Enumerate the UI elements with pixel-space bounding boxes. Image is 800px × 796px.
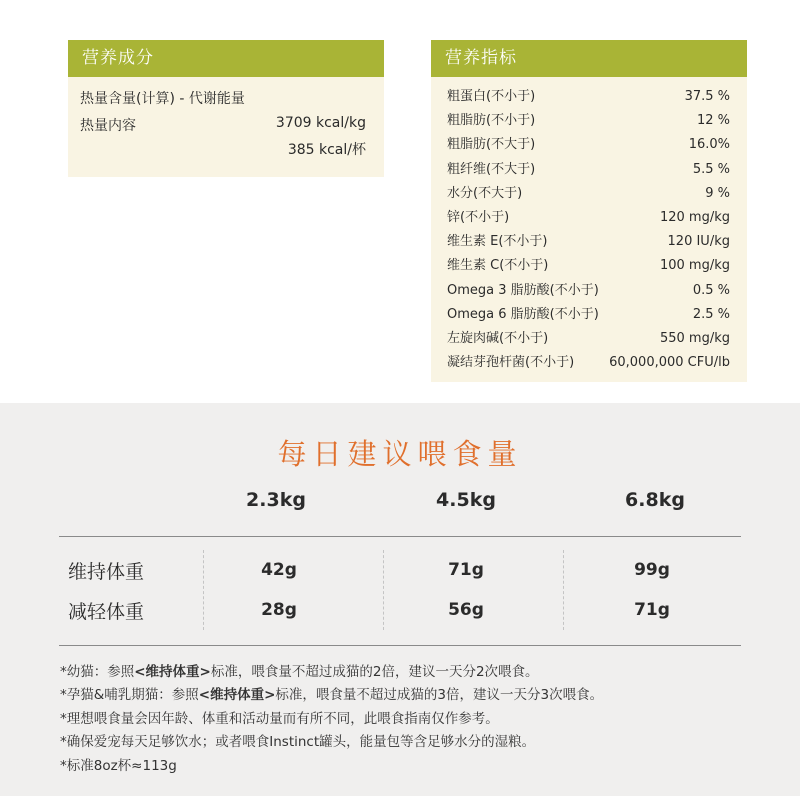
nutrition-panel <box>68 40 384 177</box>
indicator-value: 2.5 % <box>692 306 730 322</box>
energy-label: 热量内容 <box>80 118 136 134</box>
note-emphasis: <维持体重> <box>134 664 211 680</box>
indicator-row <box>447 351 730 375</box>
indicator-value: 550 mg/kg <box>659 330 730 346</box>
table-bottom-rule <box>59 645 741 646</box>
column-divider <box>383 550 384 630</box>
note-emphasis: <维持体重> <box>198 687 276 704</box>
note-text: 标准，喂食量不超过成猫的3倍，建议一天分3次喂食。 <box>275 687 604 704</box>
feeding-guide <box>0 403 800 796</box>
indicator-row <box>447 230 730 254</box>
indicator-value: 120 IU/kg <box>667 234 730 250</box>
indicator-value: 60,000,000 CFU/lb <box>609 355 730 371</box>
table-top-rule <box>59 536 741 537</box>
feed-cell: 99g <box>634 560 670 580</box>
row-label-lose: 减轻体重 <box>68 601 145 623</box>
note-item <box>60 708 603 731</box>
note-item <box>60 731 603 754</box>
note-text: *标准8oz杯≈113g <box>60 757 177 774</box>
feed-cell: 42g <box>261 560 297 580</box>
feeding-title: 每日建议喂食量 <box>277 437 523 471</box>
indicator-value: 5.5 % <box>692 161 730 177</box>
note-text: *确保爱宠每天足够饮水；或者喂食Instinct罐头，能量包等含足够水分的湿粮。 <box>60 734 536 751</box>
feed-cell: 56g <box>448 600 484 620</box>
note-text: 标准，喂食量不超过成猫的2倍，建议一天分2次喂食。 <box>210 664 539 680</box>
indicator-name: 凝结芽孢杆菌(不小于) <box>447 355 575 371</box>
energy-value-cup: 385 kcal/杯 <box>287 142 366 158</box>
indicators-list <box>447 85 730 375</box>
feed-cell: 28g <box>261 600 297 620</box>
indicator-row <box>447 182 730 206</box>
indicator-value: 37.5 % <box>684 89 730 104</box>
indicator-name: 粗纤维(不大于) <box>447 161 536 177</box>
indicator-name: 粗脂肪(不小于) <box>447 113 536 129</box>
indicator-value: 16.0% <box>688 137 730 153</box>
row-label-maintain: 维持体重 <box>68 561 145 583</box>
indicator-name: 维生素 E(不小于) <box>447 234 548 250</box>
indicator-row <box>447 85 730 109</box>
weight-header: 4.5kg <box>436 489 496 511</box>
note-text: *理想喂食量会因年龄、体重和活动量而有所不同，此喂食指南仅作参考。 <box>60 710 499 727</box>
indicator-name: 维生素 C(不小于) <box>447 258 549 274</box>
energy-title: 热量含量(计算) - 代谢能量 <box>80 91 245 107</box>
indicator-row <box>447 109 730 133</box>
note-text: *幼猫：参照 <box>60 664 135 680</box>
indicator-value: 12 % <box>696 113 730 129</box>
indicator-row <box>447 158 730 182</box>
indicators-header: 营养指标 <box>431 40 747 77</box>
indicator-row <box>447 133 730 157</box>
indicator-name: 水分(不大于) <box>447 185 523 201</box>
indicator-name: Omega 6 脂肪酸(不小于) <box>447 306 599 322</box>
indicator-row <box>447 327 730 351</box>
indicator-row <box>447 206 730 230</box>
indicator-value: 9 % <box>705 185 730 201</box>
indicator-row <box>447 279 730 303</box>
indicator-row <box>447 254 730 278</box>
weight-header: 6.8kg <box>625 489 685 511</box>
feed-cell: 71g <box>448 560 484 580</box>
indicator-name: 粗脂肪(不大于) <box>447 137 536 153</box>
note-text: *孕猫&哺乳期猫：参照 <box>60 687 199 704</box>
note-item <box>60 755 603 778</box>
indicator-name: 锌(不小于) <box>447 209 510 225</box>
indicator-name: Omega 3 脂肪酸(不小于) <box>447 282 599 298</box>
feed-cell: 71g <box>634 600 670 620</box>
energy-value-kg: 3709 kcal/kg <box>275 115 366 131</box>
feeding-notes <box>60 661 603 778</box>
note-item <box>60 684 603 707</box>
column-divider <box>563 550 564 630</box>
note-item <box>60 661 603 684</box>
nutrition-header: 营养成分 <box>68 40 384 77</box>
weight-header: 2.3kg <box>246 489 306 511</box>
indicators-panel <box>431 40 747 382</box>
indicator-row <box>447 303 730 327</box>
indicator-name: 粗蛋白(不小于) <box>447 89 536 104</box>
indicator-name: 左旋肉碱(不小于) <box>447 330 549 346</box>
indicator-value: 100 mg/kg <box>659 258 730 274</box>
indicator-value: 120 mg/kg <box>659 209 730 225</box>
indicator-value: 0.5 % <box>692 282 730 298</box>
